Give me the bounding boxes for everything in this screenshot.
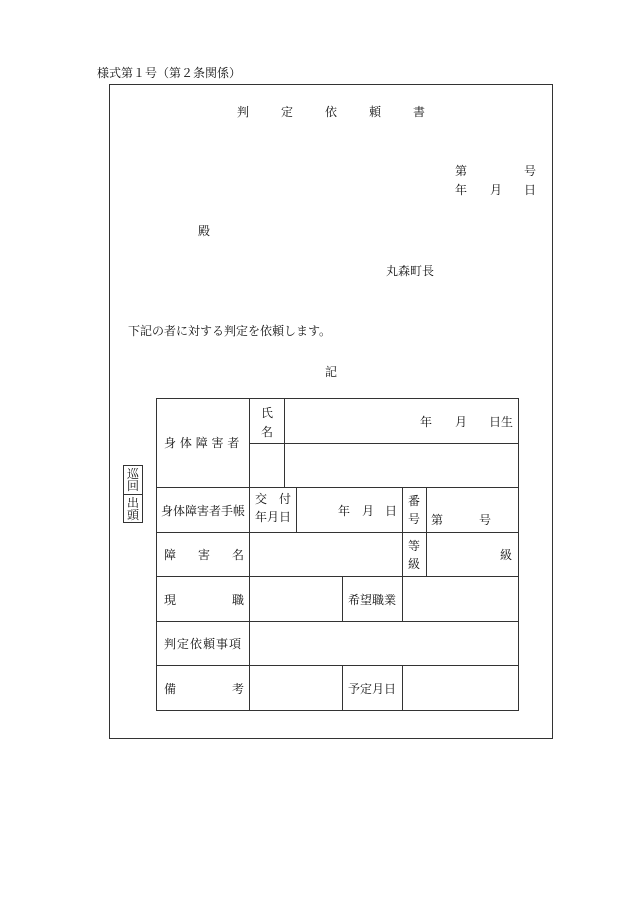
label-handbook: 身体障害者手帳 (161, 504, 246, 518)
label-issue-date: 交 付 年月日 (254, 492, 291, 524)
issue-day-label: 日 (385, 504, 398, 518)
title-char: 判 (236, 105, 249, 119)
birth-year-label: 年 (420, 415, 433, 429)
date-year-label: 年 (455, 183, 468, 197)
grade-suffix: 級 (500, 548, 513, 562)
birth-day-label: 日生 (489, 415, 514, 429)
title-char: 依 (324, 105, 337, 119)
visit-method-box (123, 465, 143, 523)
document-title (109, 106, 553, 118)
label-request-items: 判定依頼事項 (164, 637, 243, 651)
body-text: 下記の者に対する判定を依頼します。 (128, 324, 332, 338)
document-number-prefix: 第 (455, 164, 468, 178)
title-char: 書 (413, 105, 426, 119)
ki-heading: 記 (325, 365, 338, 379)
label-disabled-person: 身 体 障 害 者 (164, 436, 240, 450)
label-number: 番 号 (407, 494, 420, 526)
issue-year-label: 年 (338, 504, 351, 518)
title-char: 定 (280, 105, 293, 119)
visit-option-attend: 出頭 (124, 494, 142, 522)
label-desired-job: 希望職業 (348, 593, 397, 607)
label-disability-name: 障 害 名 (164, 548, 244, 562)
form-number-label: 様式第１号（第２条関係） (97, 66, 242, 80)
handbook-number-suffix: 号 (479, 513, 492, 527)
birth-month-label: 月 (455, 415, 468, 429)
addressee-suffix: 殿 (198, 224, 211, 238)
label-scheduled-date: 予定月日 (348, 682, 397, 696)
label-grade: 等 級 (407, 539, 420, 571)
sender-name: 丸森町長 (386, 264, 435, 278)
title-char: 頼 (369, 105, 382, 119)
label-name: 氏 名 (260, 406, 273, 439)
label-remarks: 備 考 (164, 682, 244, 696)
handbook-number-prefix: 第 (431, 513, 444, 527)
date-day-label: 日 (524, 183, 537, 197)
date-month-label: 月 (490, 183, 503, 197)
document-number-suffix: 号 (524, 164, 537, 178)
issue-month-label: 月 (362, 504, 375, 518)
visit-option-circuit: 巡回 (126, 467, 139, 493)
label-current-job: 現 職 (164, 593, 244, 607)
